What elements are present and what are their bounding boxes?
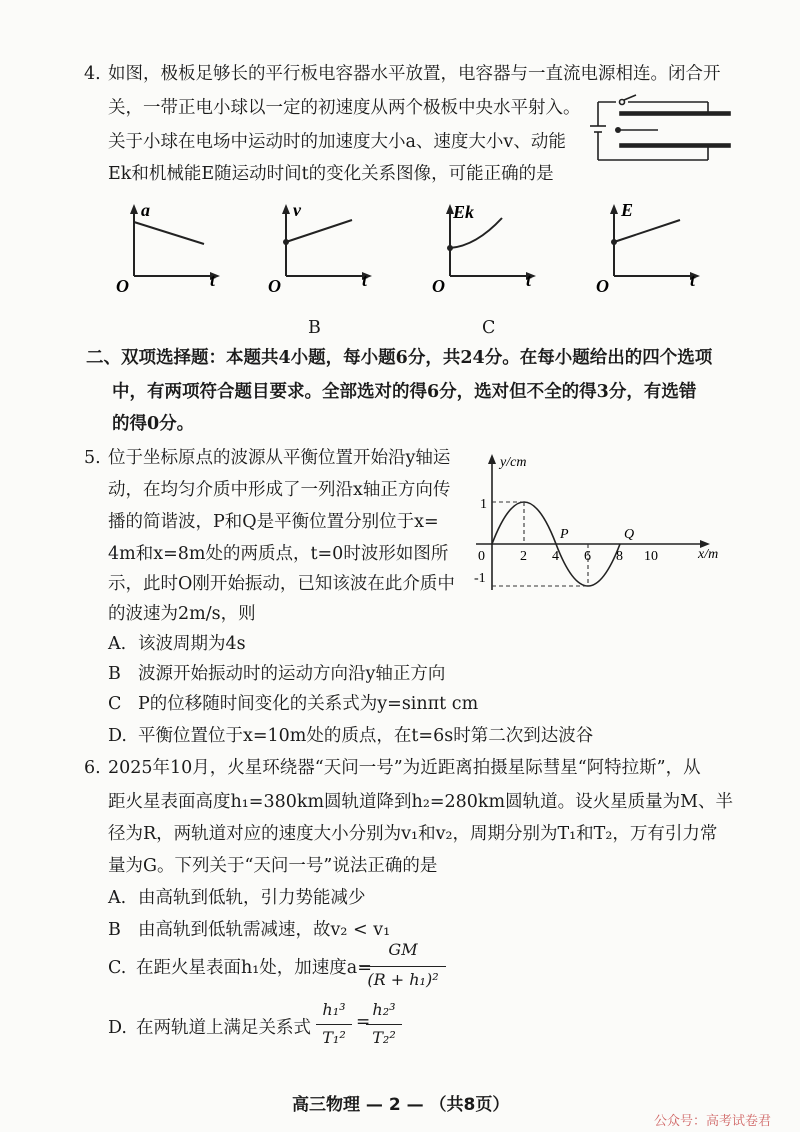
- section2-heading-line1: 二、双项选择题：本题共4小题，每小题6分，共24分。在每小题给出的四个选项: [86, 348, 713, 368]
- q5-stem-line6: 的波速为2m/s，则: [108, 604, 256, 624]
- q5-graph-xtick-4: 4: [552, 549, 559, 564]
- q6-option-d-right-denominator: T₂²: [372, 1028, 396, 1047]
- q4-graph-ek-tlabel: t: [526, 270, 532, 290]
- q6-option-d-right-bar: [366, 1024, 402, 1025]
- q4-graph-e-tlabel: t: [690, 270, 696, 290]
- q5-graph-point-p: P: [560, 527, 569, 542]
- q4-graph-v-ylabel: v: [293, 200, 301, 220]
- q5-graph-point-q: Q: [624, 527, 635, 542]
- q5-option-b-label: B: [108, 664, 121, 684]
- q4-graph-ek-ylabel: Ek: [453, 202, 475, 222]
- q6-option-d-right-numerator: h₂³: [372, 1000, 396, 1019]
- q6-stem-line4: 量为G。下列关于“天问一号”说法正确的是: [108, 856, 438, 876]
- q6-option-a-label: A.: [108, 888, 127, 908]
- page-footer: 高三物理 — 2 — （共8页）: [292, 1095, 510, 1115]
- q6-option-d-equals: =: [356, 1012, 371, 1032]
- q4-graph-ek: [416, 196, 546, 306]
- q4-graph-v-origin: O: [268, 276, 281, 296]
- q6-option-d-text: 在两轨道上满足关系式: [136, 1018, 311, 1038]
- q5-graph-ylabel: y/cm: [500, 455, 527, 470]
- q4-graph-e: [580, 196, 710, 306]
- q6-stem-line2: 距火星表面高度h₁=380km圆轨道降到h₂=280km圆轨道。设火星质量为M、半: [108, 792, 734, 812]
- q5-graph-ytick-neg1: -1: [474, 571, 486, 586]
- q5-wave-graph: [472, 446, 728, 596]
- watermark: 公众号：高考试卷君: [654, 1114, 772, 1129]
- q5-stem-line3: 播的简谐波，P和Q是平衡位置分别位于x=: [108, 512, 439, 532]
- q6-option-c-numerator: GM: [388, 940, 418, 959]
- q6-option-c-fraction-bar: [360, 966, 446, 967]
- q6-number: 6.: [84, 758, 101, 778]
- q5-option-d-text: 平衡位置位于x=10m处的质点，在t=6s时第二次到达波谷: [138, 726, 594, 746]
- q4-number: 4.: [84, 64, 101, 84]
- q5-option-d-label: D.: [108, 726, 127, 746]
- q6-option-c-denominator: (R + h₁)²: [367, 970, 439, 989]
- q5-graph-xlabel: x/m: [698, 547, 719, 562]
- q4-graph-e-ylabel: E: [621, 200, 634, 220]
- q4-stem-line2: 关，一带正电小球以一定的初速度从两个极板中央水平射入。: [108, 98, 581, 118]
- q6-option-d-left-numerator: h₁³: [322, 1000, 346, 1019]
- q4-graph-a-ylabel: a: [141, 200, 150, 220]
- q4-graph-v: [252, 196, 382, 306]
- q6-stem-line3: 径为R，两轨道对应的速度大小分别为v₁和v₂，周期分别为T₁和T₂，万有引力常: [108, 824, 718, 844]
- q5-stem-line1: 位于坐标原点的波源从平衡位置开始沿y轴运: [108, 448, 451, 468]
- q5-option-a-text: 该波周期为4s: [138, 634, 246, 654]
- q5-graph-origin: 0: [478, 549, 485, 564]
- section2-heading-line3: 的得0分。: [112, 414, 195, 434]
- q4-graph-a-origin: O: [116, 276, 129, 296]
- q6-option-d-left-bar: [316, 1024, 352, 1025]
- section2-heading-line2: 中，有两项符合题目要求。全部选对的得6分，选对但不全的得3分，有选错: [112, 382, 697, 402]
- q6-option-b-text: 由高轨到低轨需减速，故v₂ < v₁: [138, 920, 391, 940]
- q5-option-c-label: C: [108, 694, 122, 714]
- q4-option-c-label: C: [482, 318, 496, 338]
- q4-graph-a-tlabel: t: [210, 270, 216, 290]
- q4-graph-v-tlabel: t: [362, 270, 368, 290]
- q4-graph-e-origin: O: [596, 276, 609, 296]
- q4-option-b-label: B: [308, 318, 321, 338]
- q5-stem-line4: 4m和x=8m处的两质点，t=0时波形如图所: [108, 544, 449, 564]
- q6-stem-line1: 2025年10月，火星环绕器“天问一号”为近距离拍摄星际彗星“阿特拉斯”，从: [108, 758, 701, 778]
- q6-option-b-label: B: [108, 920, 121, 940]
- q5-stem-line2: 动，在均匀介质中形成了一列沿x轴正方向传: [108, 480, 451, 500]
- q5-option-a-label: A.: [108, 634, 127, 654]
- q6-option-d-label: D.: [108, 1018, 127, 1038]
- q5-option-b-text: 波源开始振动时的运动方向沿y轴正方向: [138, 664, 446, 684]
- q6-option-c-text: 在距火星表面h₁处，加速度a=: [136, 958, 372, 978]
- q6-option-a-text: 由高轨到低轨，引力势能减少: [138, 888, 366, 908]
- q5-number: 5.: [84, 448, 101, 468]
- q5-graph-xtick-2: 2: [520, 549, 527, 564]
- q4-stem-line1: 如图，极板足够长的平行板电容器水平放置，电容器与一直流电源相连。闭合开: [108, 64, 721, 84]
- q5-graph-xtick-10: 10: [644, 549, 658, 564]
- q5-graph-xtick-8: 8: [616, 549, 623, 564]
- q4-stem-line3: 关于小球在电场中运动时的加速度大小a、速度大小v、动能: [108, 132, 566, 152]
- capacitor-circuit-diagram: [588, 92, 738, 172]
- q4-stem-line4: Ek和机械能E随运动时间t的变化关系图像，可能正确的是: [108, 164, 554, 184]
- q5-stem-line5: 示，此时O刚开始振动，已知该波在此介质中: [108, 574, 455, 594]
- q5-graph-ytick-1: 1: [480, 497, 487, 512]
- q4-graph-ek-origin: O: [432, 276, 445, 296]
- q5-option-c-text: P的位移随时间变化的关系式为y=sinπt cm: [138, 694, 479, 714]
- q6-option-c-label: C.: [108, 958, 127, 978]
- q6-option-d-left-denominator: T₁²: [322, 1028, 346, 1047]
- q5-graph-xtick-6: 6: [584, 549, 591, 564]
